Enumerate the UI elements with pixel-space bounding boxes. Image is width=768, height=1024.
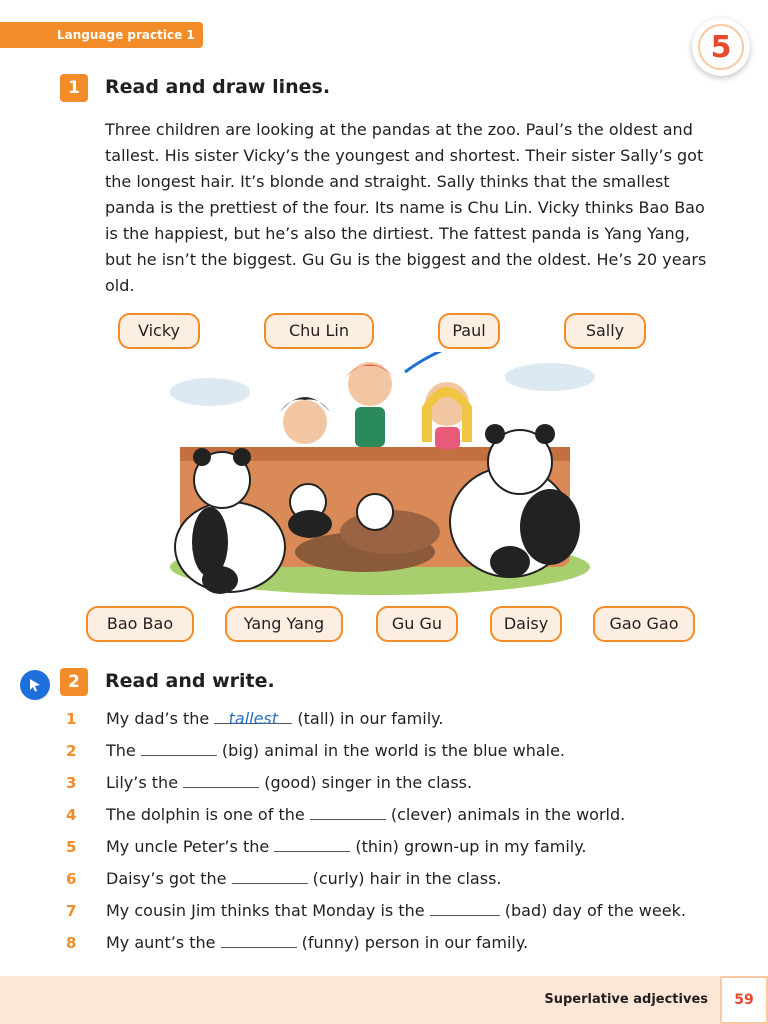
sentence-end: (clever) animals in the world.: [385, 805, 626, 824]
name-pill-daisy[interactable]: Daisy: [490, 606, 562, 642]
cursor-icon[interactable]: [20, 670, 50, 700]
name-pill-gu-gu[interactable]: Gu Gu: [376, 606, 458, 642]
sentence-row: [66, 773, 472, 792]
answer-blank[interactable]: [183, 773, 259, 788]
unit-number: 5: [698, 24, 744, 70]
item-number: 6: [66, 870, 77, 888]
answer-blank[interactable]: [232, 869, 308, 884]
sentence-end: (thin) grown-up in my family.: [350, 837, 587, 856]
page-number: 59: [720, 976, 768, 1024]
exercise-1-number: 1: [60, 74, 88, 102]
sentence-row: [66, 933, 528, 952]
name-pill-yang-yang[interactable]: Yang Yang: [225, 606, 343, 642]
item-number: 4: [66, 806, 77, 824]
sentence-start: My cousin Jim thinks that Monday is the: [106, 901, 430, 920]
sentence-end: (tall) in our family.: [292, 709, 444, 728]
sentence-row: [66, 709, 443, 728]
item-number: 8: [66, 934, 77, 952]
name-pill-paul[interactable]: Paul: [438, 313, 500, 349]
exercise-2-number: 2: [60, 668, 88, 696]
sentence-row: [66, 805, 625, 824]
answer-blank[interactable]: [221, 933, 297, 948]
answer-blank[interactable]: [310, 805, 386, 820]
footer-topic: Superlative adjectives: [544, 992, 708, 1007]
exercise-2-title: Read and write.: [105, 670, 275, 692]
sentence-start: The: [106, 741, 141, 760]
sentence-row: [66, 869, 502, 888]
sentence-start: Lily’s the: [106, 773, 184, 792]
name-pill-sally[interactable]: Sally: [564, 313, 646, 349]
answer-blank[interactable]: [141, 741, 217, 756]
answer-blank[interactable]: [430, 901, 500, 916]
item-number: 2: [66, 742, 77, 760]
sentence-start: My dad’s the: [106, 709, 215, 728]
sentence-end: (funny) person in our family.: [296, 933, 529, 952]
sentence-start: Daisy’s got the: [106, 869, 232, 888]
answer-blank[interactable]: [274, 837, 350, 852]
panda-illustration: [150, 352, 610, 602]
answer-blank[interactable]: [214, 709, 292, 728]
exercise-1-title: Read and draw lines.: [105, 76, 331, 98]
item-number: 1: [66, 710, 77, 728]
unit-badge: [692, 18, 750, 76]
sentence-end: (curly) hair in the class.: [307, 869, 502, 888]
sentence-end: (bad) day of the week.: [499, 901, 686, 920]
sentence-start: My aunt’s the: [106, 933, 221, 952]
sentence-row: [66, 741, 565, 760]
item-number: 7: [66, 902, 77, 920]
item-number: 5: [66, 838, 77, 856]
page-footer: [0, 976, 768, 1024]
name-pill-gao-gao[interactable]: Gao Gao: [593, 606, 695, 642]
section-tab: Language practice 1: [0, 22, 203, 48]
sentence-row: [66, 837, 587, 856]
name-pill-chu-lin[interactable]: Chu Lin: [264, 313, 374, 349]
item-number: 3: [66, 774, 77, 792]
name-pill-vicky[interactable]: Vicky: [118, 313, 200, 349]
sentence-start: My uncle Peter’s the: [106, 837, 275, 856]
sentence-row: [66, 901, 686, 920]
answer-text: tallest: [228, 709, 279, 728]
sentence-start: The dolphin is one of the: [106, 805, 310, 824]
sentence-end: (big) animal in the world is the blue whale.: [216, 741, 566, 760]
sentence-end: (good) singer in the class.: [259, 773, 473, 792]
name-pill-bao-bao[interactable]: Bao Bao: [86, 606, 194, 642]
reading-paragraph: Three children are looking at the pandas at the zoo. Paul’s the oldest and tallest. His sister Vicky’s the youngest and shortest. Their sister Sally’s got the longest hair. It’s blonde and straight. Sally thinks that the smallest panda is the prettiest of the four. Its name is Chu Lin. Vicky thinks Bao Bao is the happiest, but he’s also the dirtiest. The fattest panda is Yang Yang, but he isn’t the biggest. Gu Gu is the biggest and the oldest. He’s 20 years old.: [105, 120, 707, 295]
